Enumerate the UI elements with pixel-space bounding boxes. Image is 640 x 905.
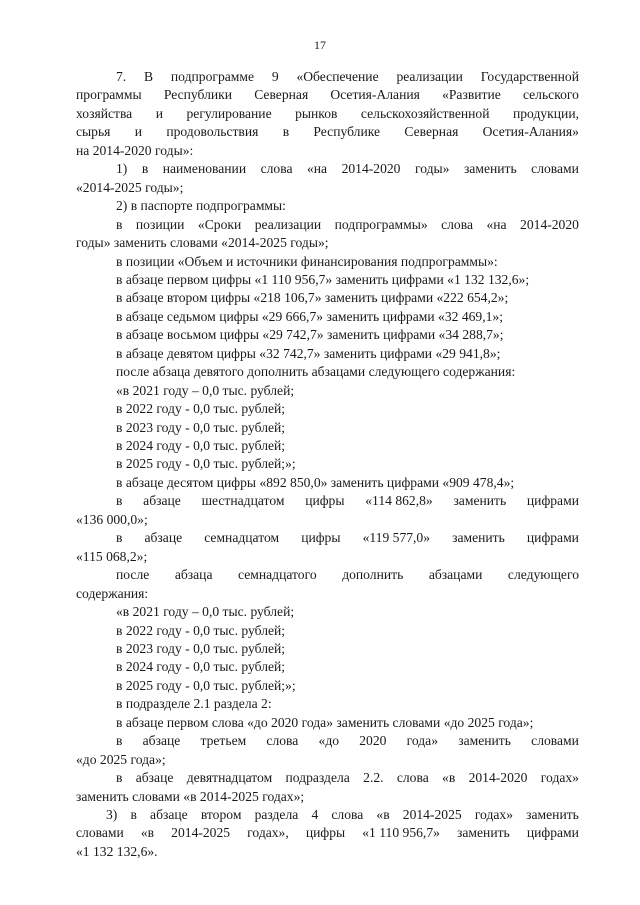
justified-line	[116, 492, 579, 509]
text-line	[0, 658, 640, 675]
text-line	[0, 105, 640, 122]
justified-line	[116, 769, 579, 786]
word: словами	[531, 733, 579, 749]
line-text: в абзаце девятом цифры «32 742,7» заменить цифрами «29 941,8»;	[116, 345, 501, 361]
word: Республике	[313, 124, 381, 140]
word: подраздела	[285, 770, 350, 786]
text-line	[0, 677, 640, 694]
word: «1 110 956,7»	[362, 825, 440, 841]
word: в	[116, 216, 123, 232]
word: Северная	[404, 124, 459, 140]
word: регулирование	[186, 105, 272, 121]
text-line	[0, 529, 640, 546]
justified-line	[116, 68, 579, 85]
line-text: годы» заменить словами «2014-2025 годы»;	[76, 235, 329, 251]
word: заменить	[452, 530, 505, 546]
word: Республики	[163, 87, 233, 103]
word: Северная	[254, 87, 309, 103]
word: слова	[441, 216, 473, 232]
text-line	[0, 603, 640, 620]
word: в	[116, 733, 123, 749]
text-line	[0, 363, 640, 380]
word: в	[130, 807, 137, 822]
text-line	[0, 622, 640, 639]
text-line	[0, 769, 640, 786]
word: в	[116, 530, 123, 546]
word: семнадцатого	[238, 567, 317, 583]
line-text: «до 2025 года»;	[76, 751, 166, 767]
word: абзаце	[150, 807, 188, 822]
word: абзацами	[428, 567, 483, 583]
text-line	[0, 68, 640, 85]
text-line	[0, 566, 640, 583]
text-line	[0, 345, 640, 362]
word: цифрами	[526, 493, 579, 509]
word: цифры	[301, 530, 341, 546]
word: в	[282, 124, 290, 140]
word: абзаца	[174, 567, 213, 583]
text-line	[0, 142, 640, 159]
word: позиции	[135, 216, 185, 232]
text-line	[0, 179, 640, 196]
word: дополнить	[342, 567, 404, 583]
word: девятнадцатом	[186, 770, 273, 786]
text-line	[0, 437, 640, 454]
word: цифры	[305, 825, 346, 841]
line-text: «2014-2025 годы»;	[76, 179, 184, 195]
word: годы»	[414, 161, 450, 177]
word: хозяйства	[76, 105, 133, 121]
justified-line	[116, 160, 579, 177]
word: абзаце	[142, 733, 181, 749]
text-line	[0, 197, 640, 214]
word: слова	[331, 807, 364, 822]
word: реализации	[396, 69, 463, 84]
word: 1)	[116, 161, 128, 177]
text-line	[0, 216, 640, 233]
word: цифрами	[526, 825, 579, 841]
word: 2.2.	[363, 770, 384, 786]
justified-line	[76, 86, 579, 103]
word: в	[141, 161, 149, 177]
word: заменить	[526, 807, 579, 822]
word: раздела	[254, 807, 299, 822]
line-text: в 2022 году - 0,0 тыс. рублей;	[116, 401, 286, 417]
text-line	[0, 548, 640, 565]
word: «Обеспечение	[296, 69, 379, 84]
line-text: в абзаце первом слова «до 2020 года» заменить словами «до 2025 года»;	[116, 714, 534, 730]
text-line	[0, 806, 640, 823]
line-text: в абзаце десятом цифры «892 850,0» заменить цифрами «909 478,4»;	[116, 474, 515, 490]
word: сырья	[76, 124, 111, 140]
text-line	[0, 640, 640, 657]
word: «до	[318, 733, 340, 749]
word: подпрограммы»	[334, 216, 428, 232]
word: 9	[271, 69, 279, 84]
text-line	[0, 585, 640, 602]
justified-line	[116, 566, 579, 583]
word: 2014-2025	[171, 825, 231, 841]
word: сельскохозяйственной	[360, 105, 490, 121]
line-text: в 2024 году - 0,0 тыс. рублей;	[116, 438, 286, 453]
justified-line	[116, 732, 579, 749]
text-line	[0, 308, 640, 325]
word: В	[144, 69, 154, 84]
line-text: «в 2021 году – 0,0 тыс. рублей;	[116, 604, 295, 620]
text-line	[0, 714, 640, 731]
justified-line	[76, 824, 579, 841]
text-line	[0, 400, 640, 417]
word: «Сроки	[197, 216, 242, 232]
word: «в	[376, 807, 390, 822]
page-number: 17	[314, 38, 326, 52]
text-line	[0, 824, 640, 841]
word: абзаце	[143, 493, 181, 509]
line-text: в абзаце втором цифры «218 106,7» заменить цифрами «222 654,2»;	[116, 290, 509, 306]
word: Осетия-Алания	[330, 87, 420, 103]
word: продовольствия	[166, 124, 259, 140]
text-line	[0, 86, 640, 103]
justified-line	[106, 806, 579, 823]
word: 4	[311, 807, 319, 822]
word: «на	[486, 216, 507, 232]
word: в	[116, 770, 123, 786]
line-text: в позиции «Объем и источники финансирования подпрограммы»:	[116, 253, 498, 269]
word: заменить	[463, 161, 517, 177]
word: абзаце	[135, 770, 174, 786]
text-line	[0, 382, 640, 399]
line-text: в абзаце седьмом цифры «29 666,7» заменить цифрами «32 469,1»;	[116, 308, 503, 324]
word: годах»	[540, 770, 579, 786]
word: 2014-2020	[468, 770, 528, 786]
word: программы	[76, 87, 142, 103]
word: заменить	[458, 733, 511, 749]
line-text: заменить словами «в 2014-2025 годах»;	[76, 788, 305, 804]
line-text: в 2022 году - 0,0 тыс. рублей;	[116, 622, 286, 638]
word: слова	[266, 733, 299, 749]
text-line	[0, 751, 640, 768]
word: цифрами	[526, 530, 579, 546]
word: 2020	[359, 733, 387, 749]
word: «в	[140, 825, 155, 841]
line-text: «136 000,0»;	[76, 511, 148, 527]
text-line	[0, 419, 640, 436]
word: словами	[76, 825, 124, 841]
word: «в	[442, 770, 456, 786]
line-text: в абзаце восьмом цифры «29 742,7» заменить цифрами «34 288,7»;	[116, 327, 504, 343]
word: 2014-2020	[520, 216, 579, 232]
text-line	[0, 271, 640, 288]
word: годах»	[474, 807, 513, 822]
text-line	[0, 732, 640, 749]
word: 2014-2025	[402, 807, 462, 822]
text-line	[0, 160, 640, 177]
word: шестнадцатом	[201, 493, 285, 509]
line-text: в абзаце первом цифры «1 110 956,7» заменить цифрами «1 132 132,6»;	[116, 271, 530, 287]
line-text: в 2024 году - 0,0 тыс. рублей;	[116, 659, 286, 675]
line-text: в 2025 году - 0,0 тыс. рублей;»;	[116, 677, 296, 693]
word: семнадцатом	[204, 530, 280, 546]
word: Осетия-Алания»	[482, 124, 579, 140]
justified-line	[76, 105, 579, 122]
word: и	[134, 124, 143, 140]
line-text: содержания:	[76, 585, 149, 601]
word: абзаце	[144, 530, 183, 546]
word: годах»,	[247, 825, 289, 841]
text-line	[0, 234, 640, 251]
word: словами	[531, 161, 579, 177]
text-line	[0, 843, 640, 860]
word: следующего	[507, 567, 579, 583]
word: реализации	[254, 216, 322, 232]
justified-line	[116, 529, 579, 546]
word: третьем	[200, 733, 247, 749]
line-text: «в 2021 году – 0,0 тыс. рублей;	[116, 382, 295, 398]
word: наименовании	[162, 161, 247, 177]
word: 7.	[116, 69, 127, 84]
line-text: на 2014-2020 годы»:	[76, 142, 194, 158]
word: заменить	[453, 493, 507, 509]
word: 2014-2020	[341, 161, 401, 177]
line-text: «1 132 132,6».	[76, 843, 158, 859]
word: «119 577,0»	[362, 530, 431, 546]
justified-line	[116, 216, 579, 233]
line-text: в 2023 году - 0,0 тыс. рублей;	[116, 640, 286, 656]
line-text: в подразделе 2.1 раздела 2:	[116, 696, 272, 712]
text-line	[0, 123, 640, 140]
word: Государственной	[480, 69, 579, 84]
word: подпрограмме	[170, 69, 255, 84]
text-line	[0, 695, 640, 712]
word: «114 862,8»	[365, 493, 433, 509]
word: сельского	[522, 87, 579, 103]
word: слова	[260, 161, 293, 177]
word: «Развитие	[442, 87, 501, 103]
word: заменить	[457, 825, 510, 841]
word: в	[116, 493, 123, 509]
justified-line	[76, 123, 579, 140]
text-line	[0, 455, 640, 472]
word: слова	[396, 770, 429, 786]
line-text: 2) в паспорте подпрограммы:	[116, 198, 286, 214]
word: втором	[200, 807, 242, 822]
text-line	[0, 253, 640, 270]
word: 3)	[106, 807, 118, 822]
word: продукции,	[512, 105, 579, 121]
line-text: в 2025 году - 0,0 тыс. рублей;»;	[116, 456, 296, 472]
text-line	[0, 326, 640, 343]
word: года»	[406, 733, 439, 749]
word: цифры	[305, 493, 345, 509]
word: рынков	[295, 105, 338, 121]
line-text: «115 068,2»;	[76, 548, 148, 564]
word: и	[155, 105, 163, 121]
text-line	[0, 492, 640, 509]
line-text: после абзаца девятого дополнить абзацами следующего содержания:	[116, 364, 516, 380]
word: «на	[306, 161, 328, 177]
text-line	[0, 474, 640, 491]
text-line	[0, 289, 640, 306]
text-line	[0, 511, 640, 528]
word: после	[116, 567, 150, 583]
line-text: в 2023 году - 0,0 тыс. рублей;	[116, 419, 286, 435]
text-line	[0, 788, 640, 805]
